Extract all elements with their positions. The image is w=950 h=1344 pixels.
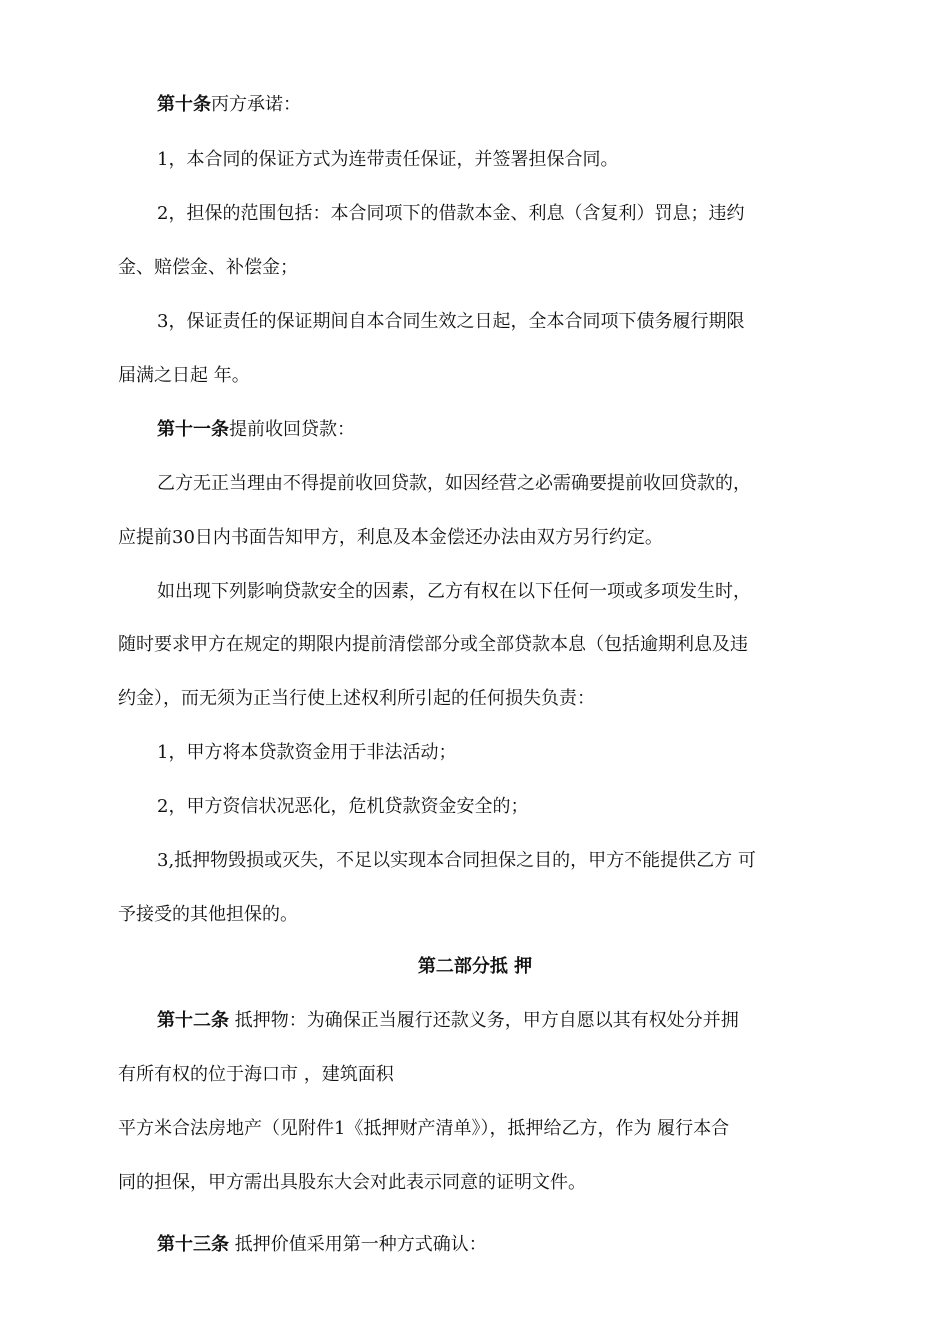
article-12-line-1-text: 抵押物：为确保正当履行还款义务，甲方自愿以其有权处分并拥	[229, 1010, 739, 1031]
article-12-line-2: 有所有权的位于海口市 ，建筑面积	[118, 1064, 394, 1085]
article-12-line-1	[157, 1009, 739, 1033]
article-10-title-text: 丙方承诺：	[211, 94, 301, 115]
article-11-heading: 第十一条	[157, 419, 229, 440]
article-10-item-3-line-1: 3，保证责任的保证期间自本合同生效之日起，全本合同项下债务履行期限	[157, 311, 745, 332]
article-11-para-2-line-3: 约金），而无须为正当行使上述权利所引起的任何损失负责：	[118, 688, 595, 709]
article-13-line-1-text: 抵押价值采用第一种方式确认：	[229, 1234, 487, 1255]
article-10-item-1: 1，本合同的保证方式为连带责任保证，并签署担保合同。	[157, 149, 619, 170]
article-13-line-1	[157, 1233, 487, 1257]
article-12-line-4: 同的担保，甲方需出具股东大会对此表示同意的证明文件。	[118, 1172, 586, 1193]
article-11-item-2: 2，甲方资信状况恶化，危机贷款资金安全的；	[157, 796, 529, 817]
article-12-line-3: 平方米合法房地产（见附件1《抵押财产清单》），抵押给乙方，作为 履行本合	[118, 1118, 730, 1139]
part-2-title: 第二部分抵 押	[417, 956, 533, 977]
article-11-para-2-line-1: 如出现下列影响贷款安全的因素，乙方有权在以下任何一项或多项发生时，	[157, 581, 751, 602]
article-11-para-1-line-2: 应提前30日内书面告知甲方，利息及本金偿还办法由双方另行约定。	[118, 527, 663, 548]
article-10-item-2-line-1: 2，担保的范围包括：本合同项下的借款本金、利息（含复利）罚息；违约	[157, 203, 745, 224]
article-10-item-2-line-2: 金、赔偿金、补偿金；	[118, 257, 298, 278]
article-13-heading: 第十三条	[157, 1234, 229, 1255]
article-11-item-1: 1，甲方将本贷款资金用于非法活动；	[157, 742, 457, 763]
article-11-para-2-line-2: 随时要求甲方在规定的期限内提前清偿部分或全部贷款本息（包括逾期利息及违	[118, 634, 748, 655]
article-11-title	[157, 418, 355, 442]
article-10-title	[157, 93, 301, 117]
article-11-item-3-line-2: 予接受的其他担保的。	[118, 904, 298, 925]
article-11-para-1-line-1: 乙方无正当理由不得提前收回贷款，如因经营之必需确要提前收回贷款的，	[157, 473, 751, 494]
article-10-heading: 第十条	[157, 94, 211, 115]
article-12-heading: 第十二条	[157, 1010, 229, 1031]
article-11-title-text: 提前收回贷款：	[229, 419, 355, 440]
article-11-item-3-line-1: 3,抵押物毁损或灭失，不足以实现本合同担保之目的，甲方不能提供乙方 可	[157, 850, 756, 871]
article-10-item-3-line-2: 届满之日起 年。	[118, 365, 250, 386]
